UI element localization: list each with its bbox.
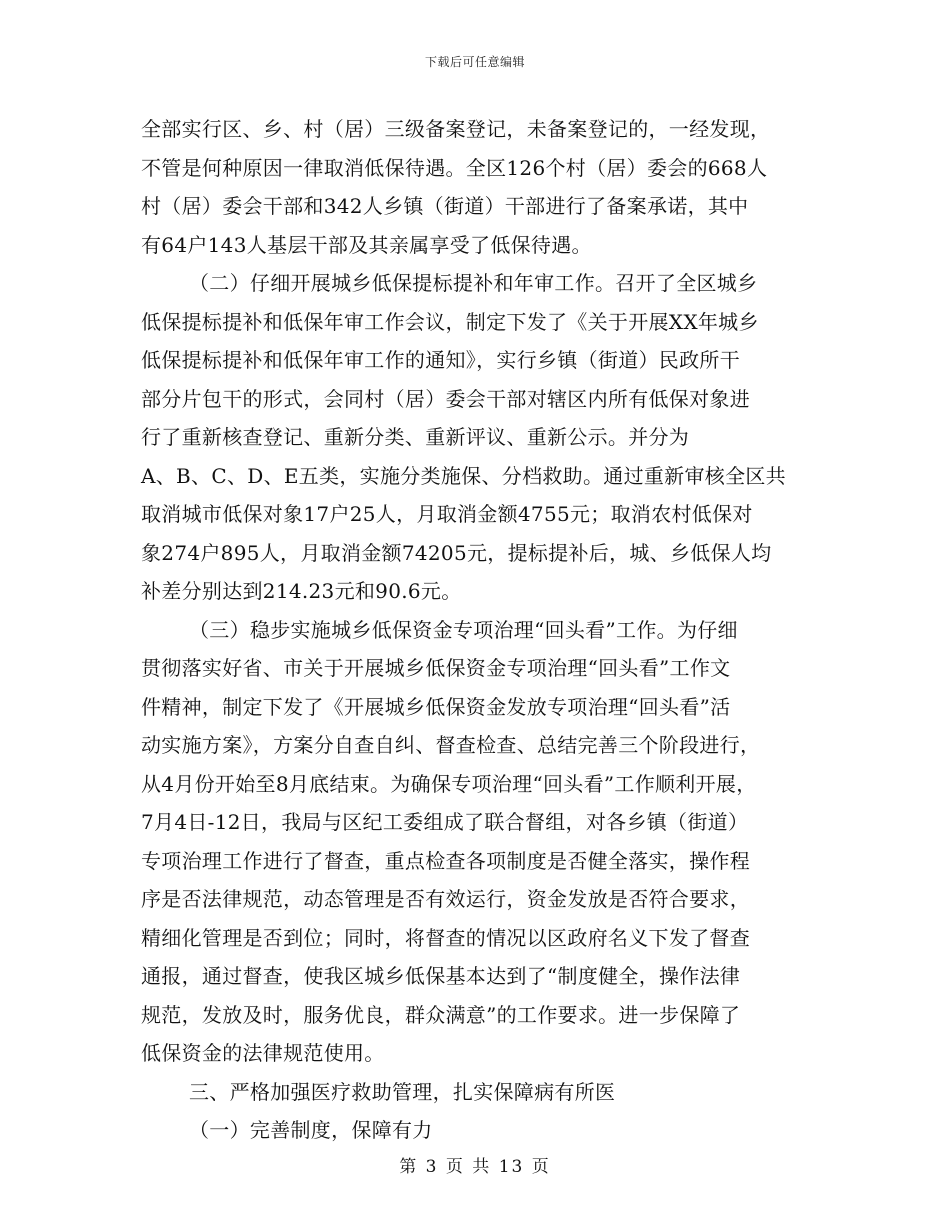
- paragraph-line: 序是否法律规范，动态管理是否有效运行，资金发放是否符合要求，: [141, 887, 750, 911]
- paragraph-line: 低保资金的法律规范使用。: [141, 1041, 385, 1065]
- paragraph-line: 动实施方案》，方案分自查自纠、督查检查、总结完善三个阶段进行，: [141, 733, 761, 757]
- paragraph-line: 取消城市低保对象17户25人，月取消金额4755元；取消农村低保对: [141, 502, 753, 526]
- section-heading-line: 三、严格加强医疗救助管理，扎实保障病有所医: [189, 1079, 616, 1104]
- paragraph-line: 从4月份开始至8月底结束。为确保专项治理“回头看”工作顺利开展，: [141, 771, 757, 796]
- page-number-footer: 第 3 页 共 13 页: [399, 1157, 551, 1177]
- paragraph-line: 通报，通过督查，使我区城乡低保基本达到了“制度健全，操作法律: [141, 964, 741, 988]
- paragraph-line: 村（居）委会干部和342人乡镇（街道）干部进行了备案承诺，其中: [141, 194, 749, 218]
- paragraph-line: 全部实行区、乡、村（居）三级备案登记，未备案登记的，一经发现，: [141, 117, 771, 141]
- paragraph-line: A、B、C、D、E五类，实施分类施保、分档救助。通过重新审核全区共: [141, 463, 786, 488]
- paragraph-line: 低保提标提补和低保年审工作的通知》，实行乡镇（街道）民政所干: [141, 348, 740, 372]
- paragraph-line: 专项治理工作进行了督查，重点检查各项制度是否健全落实，操作程: [141, 848, 750, 873]
- body-text: [141, 110, 841, 1150]
- paragraph-line: 规范，发放及时，服务优良，群众满意”的工作要求。进一步保障了: [141, 1002, 741, 1027]
- header-note: 下载后可任意编辑: [424, 55, 525, 69]
- section-heading-line: （二）仔细开展城乡低保提标提补和年审工作。召开了全区城乡: [189, 271, 758, 295]
- paragraph-line: 贯彻落实好省、市关于开展城乡低保资金专项治理“回头看”工作文: [141, 656, 731, 680]
- paragraph-line: 象274户895人，月取消金额74205元，提标提补后，城、乡低保人均: [141, 540, 772, 565]
- paragraph-line: 精细化管理是否到位；同时，将督查的情况以区政府名义下发了督查: [141, 925, 750, 950]
- paragraph-line: 7月4日-12日，我局与区纪工委组成了联合督组，对各乡镇（街道）: [141, 810, 749, 834]
- paragraph-line: 行了重新核查登记、重新分类、重新评议、重新公示。并分为: [141, 425, 690, 449]
- paragraph-line: 件精神，制定下发了《开展城乡低保资金发放专项治理“回头看”活: [141, 694, 731, 719]
- subsection-heading-line: （一）完善制度，保障有力: [189, 1118, 433, 1142]
- paragraph-line: 补差分别达到214.23元和90.6元。: [141, 579, 462, 603]
- paragraph-line: 低保提标提补和低保年审工作会议，制定下发了《关于开展XX年城乡: [141, 309, 759, 334]
- paragraph-line: 有64户143人基层干部及其亲属享受了低保待遇。: [141, 232, 592, 257]
- paragraph-line: 部分片包干的形式，会同村（居）委会干部对辖区内所有低保对象进: [141, 386, 750, 411]
- paragraph-line: 不管是何种原因一律取消低保待遇。全区126个村（居）委会的668人: [141, 155, 768, 180]
- section-heading-line: （三）稳步实施城乡低保资金专项治理“回头看”工作。为仔细: [189, 617, 738, 642]
